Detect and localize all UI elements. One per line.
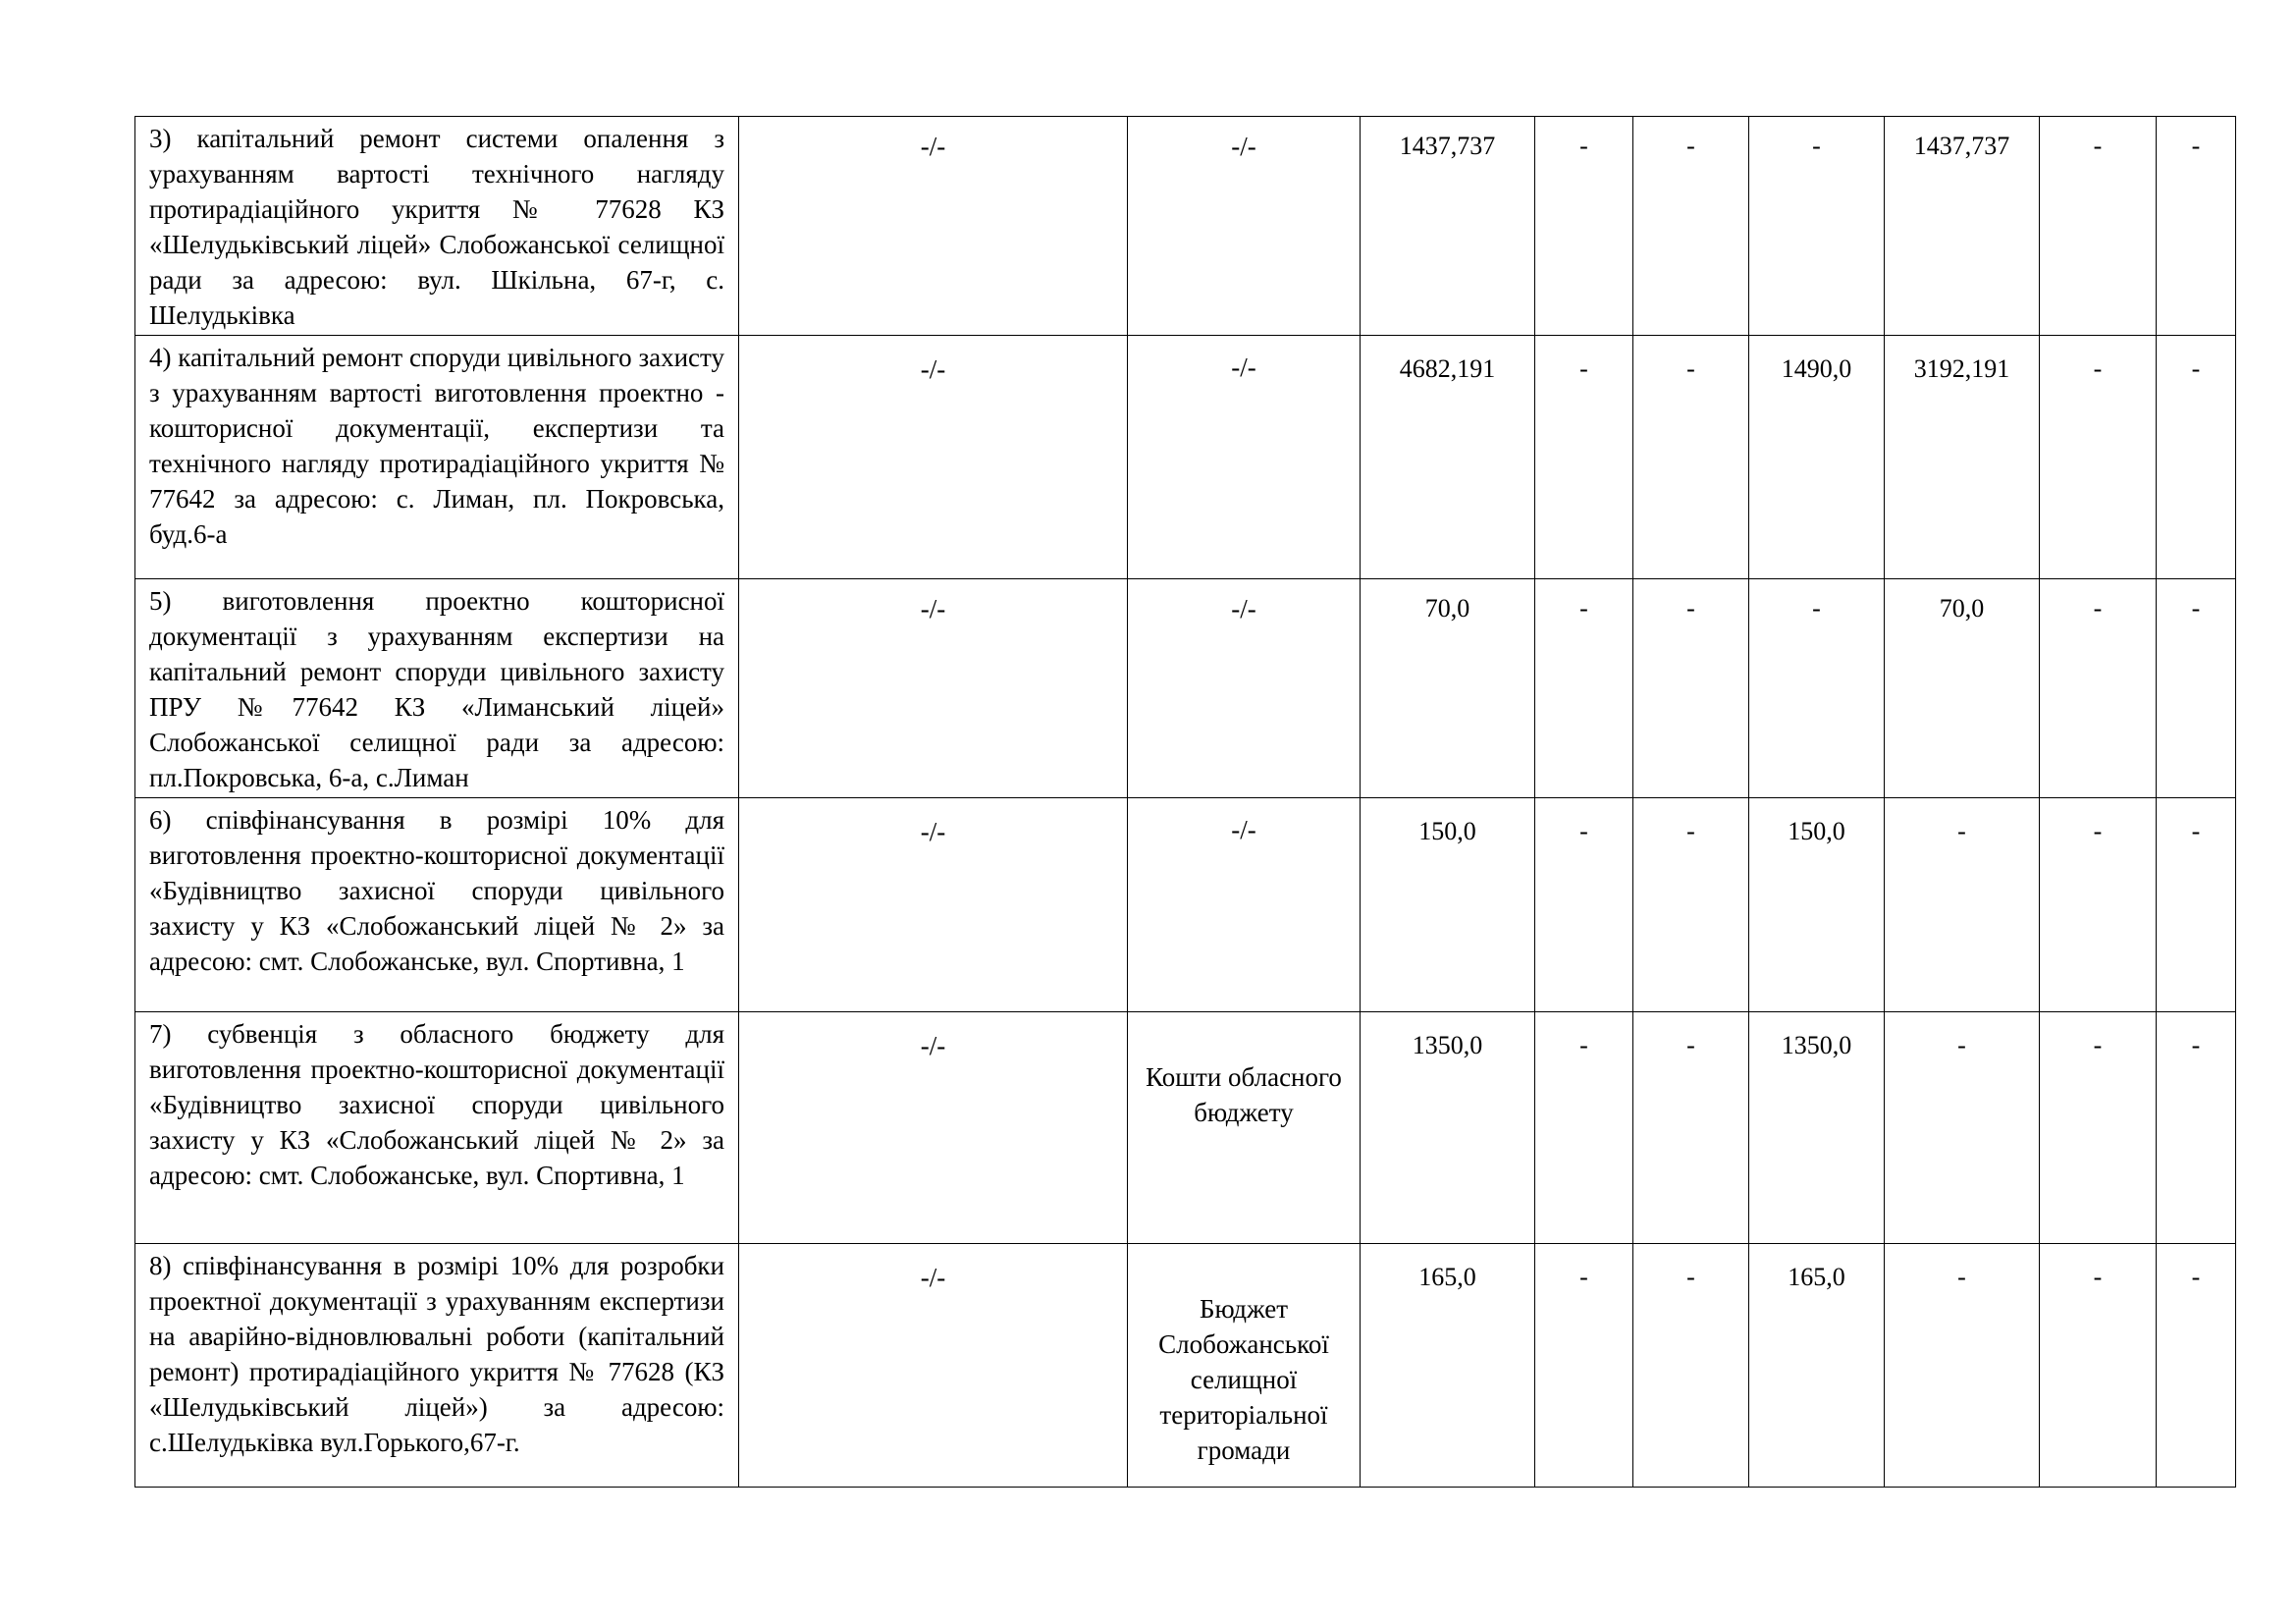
table-row — [135, 579, 2236, 798]
amount-cell: - — [2157, 336, 2236, 579]
amount-cell: - — [2040, 579, 2157, 798]
funding-source-cell: -/- — [1128, 336, 1361, 579]
amount-cell: - — [2157, 117, 2236, 336]
amount-cell: 165,0 — [1749, 1244, 1885, 1488]
amount-cell: - — [2040, 1244, 2157, 1488]
measure-description: 7) субвенція з обласного бюджету для виготовлення проектно-кошторисної документації «Будівництво захисної споруди цивільного захисту у КЗ «Слобожанський ліцей № 2» за адресою: смт. Слобожанське, вул. Спортивна, 1 — [135, 1012, 739, 1244]
amount-cell: - — [2157, 1244, 2236, 1488]
total-amount-cell: 1350,0 — [1361, 1012, 1535, 1244]
program-measures-table — [134, 116, 2236, 1488]
table-row — [135, 117, 2236, 336]
amount-cell: - — [1885, 798, 2040, 1012]
executor-cell: -/- — [739, 117, 1128, 336]
executor-cell: -/- — [739, 336, 1128, 579]
amount-cell: - — [1535, 579, 1633, 798]
executor-cell: -/- — [739, 798, 1128, 1012]
funding-source-cell: -/- — [1128, 579, 1361, 798]
table-row — [135, 336, 2236, 579]
funding-source-cell: Кошти обласного бюджету — [1128, 1012, 1361, 1244]
amount-cell: - — [1749, 117, 1885, 336]
amount-cell: 1490,0 — [1749, 336, 1885, 579]
total-amount-cell: 1437,737 — [1361, 117, 1535, 336]
amount-cell: - — [1633, 798, 1749, 1012]
amount-cell: - — [1633, 1012, 1749, 1244]
amount-cell: 1437,737 — [1885, 117, 2040, 336]
executor-cell: -/- — [739, 1012, 1128, 1244]
amount-cell: 3192,191 — [1885, 336, 2040, 579]
amount-cell: - — [2157, 579, 2236, 798]
amount-cell: 150,0 — [1749, 798, 1885, 1012]
amount-cell: - — [1633, 117, 1749, 336]
total-amount-cell: 4682,191 — [1361, 336, 1535, 579]
executor-cell: -/- — [739, 1244, 1128, 1488]
measure-description: 6) співфінансування в розмірі 10% для виготовлення проектно-кошторисної документації «Будівництво захисної споруди цивільного захисту у КЗ «Слобожанський ліцей № 2» за адресою: смт. Слобожанське, вул. Спортивна, 1 — [135, 798, 739, 1012]
amount-cell: - — [2040, 1012, 2157, 1244]
amount-cell: - — [1633, 579, 1749, 798]
amount-cell: - — [2040, 117, 2157, 336]
amount-cell: 70,0 — [1885, 579, 2040, 798]
amount-cell: - — [1633, 336, 1749, 579]
measure-description: 8) співфінансування в розмірі 10% для розробки проектної документації з урахуванням експертизи на аварійно-відновлювальні роботи (капітальний ремонт) протирадіаційного укриття № 77628 (КЗ «Шелудьківський ліцей») за адресою: с.Шелудьківка вул.Горького,67-г. — [135, 1244, 739, 1488]
amount-cell: - — [1633, 1244, 1749, 1488]
amount-cell: - — [1749, 579, 1885, 798]
amount-cell: - — [1535, 1012, 1633, 1244]
amount-cell: - — [1535, 336, 1633, 579]
measure-description: 4) капітальний ремонт споруди цивільного захисту з урахуванням вартості виготовлення проектно - кошторисної документації, експертизи та технічного нагляду протирадіаційного укриття № 77642 за адресою: с. Лиман, пл. Покровська, буд.6-а — [135, 336, 739, 579]
measure-description: 3) капітальний ремонт системи опалення з урахуванням вартості технічного нагляду протирадіаційного укриття № 77628 КЗ «Шелудьківський ліцей» Слобожанської селищної ради за адресою: вул. Шкільна, 67-г, с. Шелудьківка — [135, 117, 739, 336]
amount-cell: 1350,0 — [1749, 1012, 1885, 1244]
executor-cell: -/- — [739, 579, 1128, 798]
table-row — [135, 798, 2236, 1012]
amount-cell: - — [1535, 1244, 1633, 1488]
amount-cell: - — [1535, 117, 1633, 336]
funding-source-cell: -/- — [1128, 798, 1361, 1012]
measure-description: 5) виготовлення проектно кошторисної документації з урахуванням експертизи на капітальний ремонт споруди цивільного захисту ПРУ №77642 КЗ «Лиманський ліцей» Слобожанської селищної ради за адресою: пл.Покровська, 6-а, с.Лиман — [135, 579, 739, 798]
amount-cell: - — [2040, 798, 2157, 1012]
total-amount-cell: 70,0 — [1361, 579, 1535, 798]
amount-cell: - — [1885, 1012, 2040, 1244]
amount-cell: - — [2157, 798, 2236, 1012]
total-amount-cell: 165,0 — [1361, 1244, 1535, 1488]
table-row — [135, 1244, 2236, 1488]
amount-cell: - — [1535, 798, 1633, 1012]
amount-cell: - — [2040, 336, 2157, 579]
funding-source-cell: Бюджет Слобожанської селищної територіальної громади — [1128, 1244, 1361, 1488]
funding-source-cell: -/- — [1128, 117, 1361, 336]
amount-cell: - — [1885, 1244, 2040, 1488]
amount-cell: - — [2157, 1012, 2236, 1244]
total-amount-cell: 150,0 — [1361, 798, 1535, 1012]
table-row — [135, 1012, 2236, 1244]
